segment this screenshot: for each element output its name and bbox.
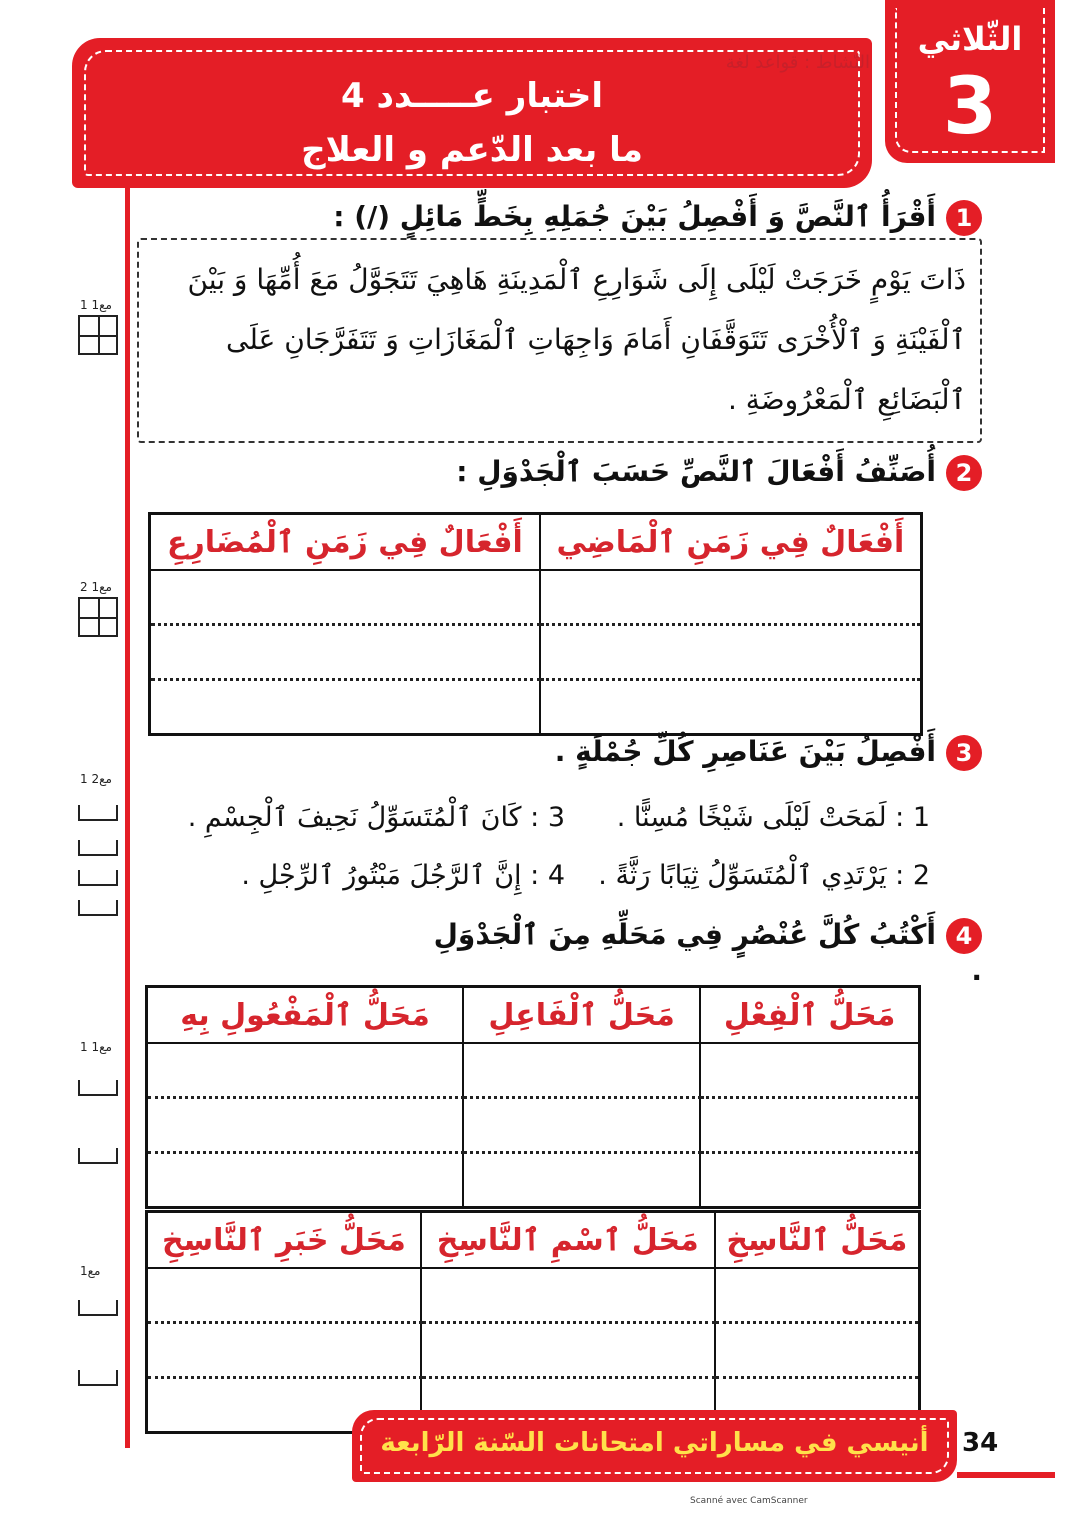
answer-cell[interactable] (540, 570, 922, 625)
score-box[interactable] (78, 805, 118, 821)
col-subject-header: مَحَلُّ ٱلْفَاعِلِ (463, 987, 700, 1044)
score-grid-q2[interactable] (78, 597, 118, 637)
test-title: اختبار عـــــدد 4 (340, 76, 604, 116)
answer-cell[interactable] (150, 570, 540, 625)
score-box[interactable] (78, 1148, 118, 1164)
score-label-q4a: مع1 1 (80, 1040, 112, 1054)
sentence-1: 1 : لَمَحَتْ لَيْلَى شَيْخًا مُسِنًّا . (616, 802, 930, 833)
activity-label: النّشاط : قواعد لغة (725, 52, 870, 73)
col-verb-header: مَحَلُّ ٱلْفِعْلِ (700, 987, 919, 1044)
score-grid-q1[interactable] (78, 315, 118, 355)
q3-badge: 3 (946, 735, 982, 771)
sentence-4: 4 : إِنَّ ٱلرَّجُلَ مَبْتُورُ ٱلرِّجْلِ . (241, 860, 565, 891)
score-box[interactable] (78, 840, 118, 856)
answer-cell[interactable] (463, 1043, 700, 1098)
answer-cell[interactable] (147, 1323, 421, 1378)
q1-heading (330, 200, 982, 236)
answer-cell[interactable] (147, 1043, 464, 1098)
answer-cell[interactable] (150, 625, 540, 680)
answer-cell[interactable] (150, 680, 540, 735)
answer-cell[interactable] (147, 1268, 421, 1323)
answer-cell[interactable] (700, 1043, 919, 1098)
col-nasikh-header: مَحَلُّ ٱلنَّاسِخِ (715, 1212, 920, 1269)
score-box[interactable] (78, 900, 118, 916)
score-label-q2: مع1 2 (80, 580, 112, 594)
trimester-tab (885, 0, 1055, 163)
col-past-header: أَفْعَالٌ فِي زَمَنِ ٱلْمَاضِي (540, 514, 922, 571)
answer-cell[interactable] (700, 1098, 919, 1153)
answer-cell[interactable] (147, 1153, 464, 1208)
q1-badge: 1 (946, 200, 982, 236)
verb-tense-table (148, 512, 923, 736)
sentence-2: 2 : يَرْتَدِي ٱلْمُتَسَوِّلُ ثِيَابًا رَثَّةً . (598, 860, 930, 891)
answer-cell[interactable] (421, 1268, 715, 1323)
score-box[interactable] (78, 1300, 118, 1316)
answer-cell[interactable] (421, 1323, 715, 1378)
footer-accent-line (957, 1472, 1055, 1478)
q4-heading (430, 918, 982, 987)
nasikh-table (145, 1210, 921, 1434)
q4-badge: 4 (946, 918, 982, 954)
answer-cell[interactable] (463, 1153, 700, 1208)
score-box[interactable] (78, 1080, 118, 1096)
answer-cell[interactable] (540, 625, 922, 680)
answer-cell[interactable] (147, 1098, 464, 1153)
test-subtitle: ما بعد الدّعم و العلاج (301, 130, 643, 170)
score-label-q4b: مع1 (80, 1264, 101, 1278)
page-number: 34 (962, 1428, 999, 1458)
score-label-q3: مع2 1 (80, 772, 112, 786)
answer-cell[interactable] (463, 1098, 700, 1153)
verbal-sentence-table (145, 985, 921, 1209)
col-present-header: أَفْعَالٌ فِي زَمَنِ ٱلْمُضَارِعِ (150, 514, 540, 571)
score-label-q1: مع1 1 (80, 298, 112, 312)
score-box[interactable] (78, 1370, 118, 1386)
col-nasikh-noun-header: مَحَلُّ ٱسْمِ ٱلنَّاسِخِ (421, 1212, 715, 1269)
reading-passage: ذَاتَ يَوْمٍ خَرَجَتْ لَيْلَى إِلَى شَوَارِعِ ٱلْمَدِينَةِ هَاهِيَ تَتَجَوَّلُ مَعَ أُمِّهَا وَ بَيْنَ ٱلْفَيْنَةِ وَ ٱلْأُخْرَى تَتَوَقَّفَانِ أَمَامَ وَاجِهَاتِ ٱلْمَغَازَاتِ وَ تَتَفَرَّجَانِ عَلَى ٱلْبَضَائِعِ ٱلْمَعْرُوضَةِ . (187, 263, 966, 416)
scanner-watermark: Scanné avec CamScanner (690, 1496, 808, 1506)
score-box[interactable] (78, 870, 118, 886)
q2-badge: 2 (946, 455, 982, 491)
answer-cell[interactable] (700, 1153, 919, 1208)
reading-passage-box (137, 238, 982, 443)
answer-cell[interactable] (540, 680, 922, 735)
q1-instruction: أَقْرَأُ ٱلنَّصَّ وَ أَفْصِلُ بَيْنَ جُمَلِهِ بِخَطٍّ مَائِلٍ (/) : (333, 200, 936, 233)
col-object-header: مَحَلُّ ٱلْمَفْعُولِ بِهِ (147, 987, 464, 1044)
col-nasikh-predicate-header: مَحَلُّ خَبَرِ ٱلنَّاسِخِ (147, 1212, 421, 1269)
q4-instruction: أَكْتُبُ كُلَّ عُنْصُرٍ فِي مَحَلِّهِ مِنَ ٱلْجَدْوَلِ . (433, 918, 982, 987)
margin-line (125, 178, 130, 1448)
q3-instruction: أَفْصِلُ بَيْنَ عَنَاصِرِ كُلِّ جُمْلَةٍ . (554, 735, 936, 768)
q3-heading (540, 735, 982, 771)
footer-banner (352, 1410, 957, 1482)
q2-instruction: أُصَنِّفُ أَفْعَالَ ٱلنَّصِّ حَسَبَ ٱلْجَدْوَلِ : (456, 455, 936, 488)
sentence-3: 3 : كَانَ ٱلْمُتَسَوِّلُ نَحِيفَ ٱلْجِسْمِ . (187, 802, 565, 833)
answer-cell[interactable] (715, 1323, 920, 1378)
trimester-number: 3 (942, 62, 998, 152)
trimester-label: الثّلاثي (917, 20, 1023, 58)
answer-cell[interactable] (715, 1268, 920, 1323)
q2-heading (420, 455, 982, 491)
footer-text: أنيسي في مساراتي امتحانات السّنة الرّابعة (380, 1428, 929, 1458)
